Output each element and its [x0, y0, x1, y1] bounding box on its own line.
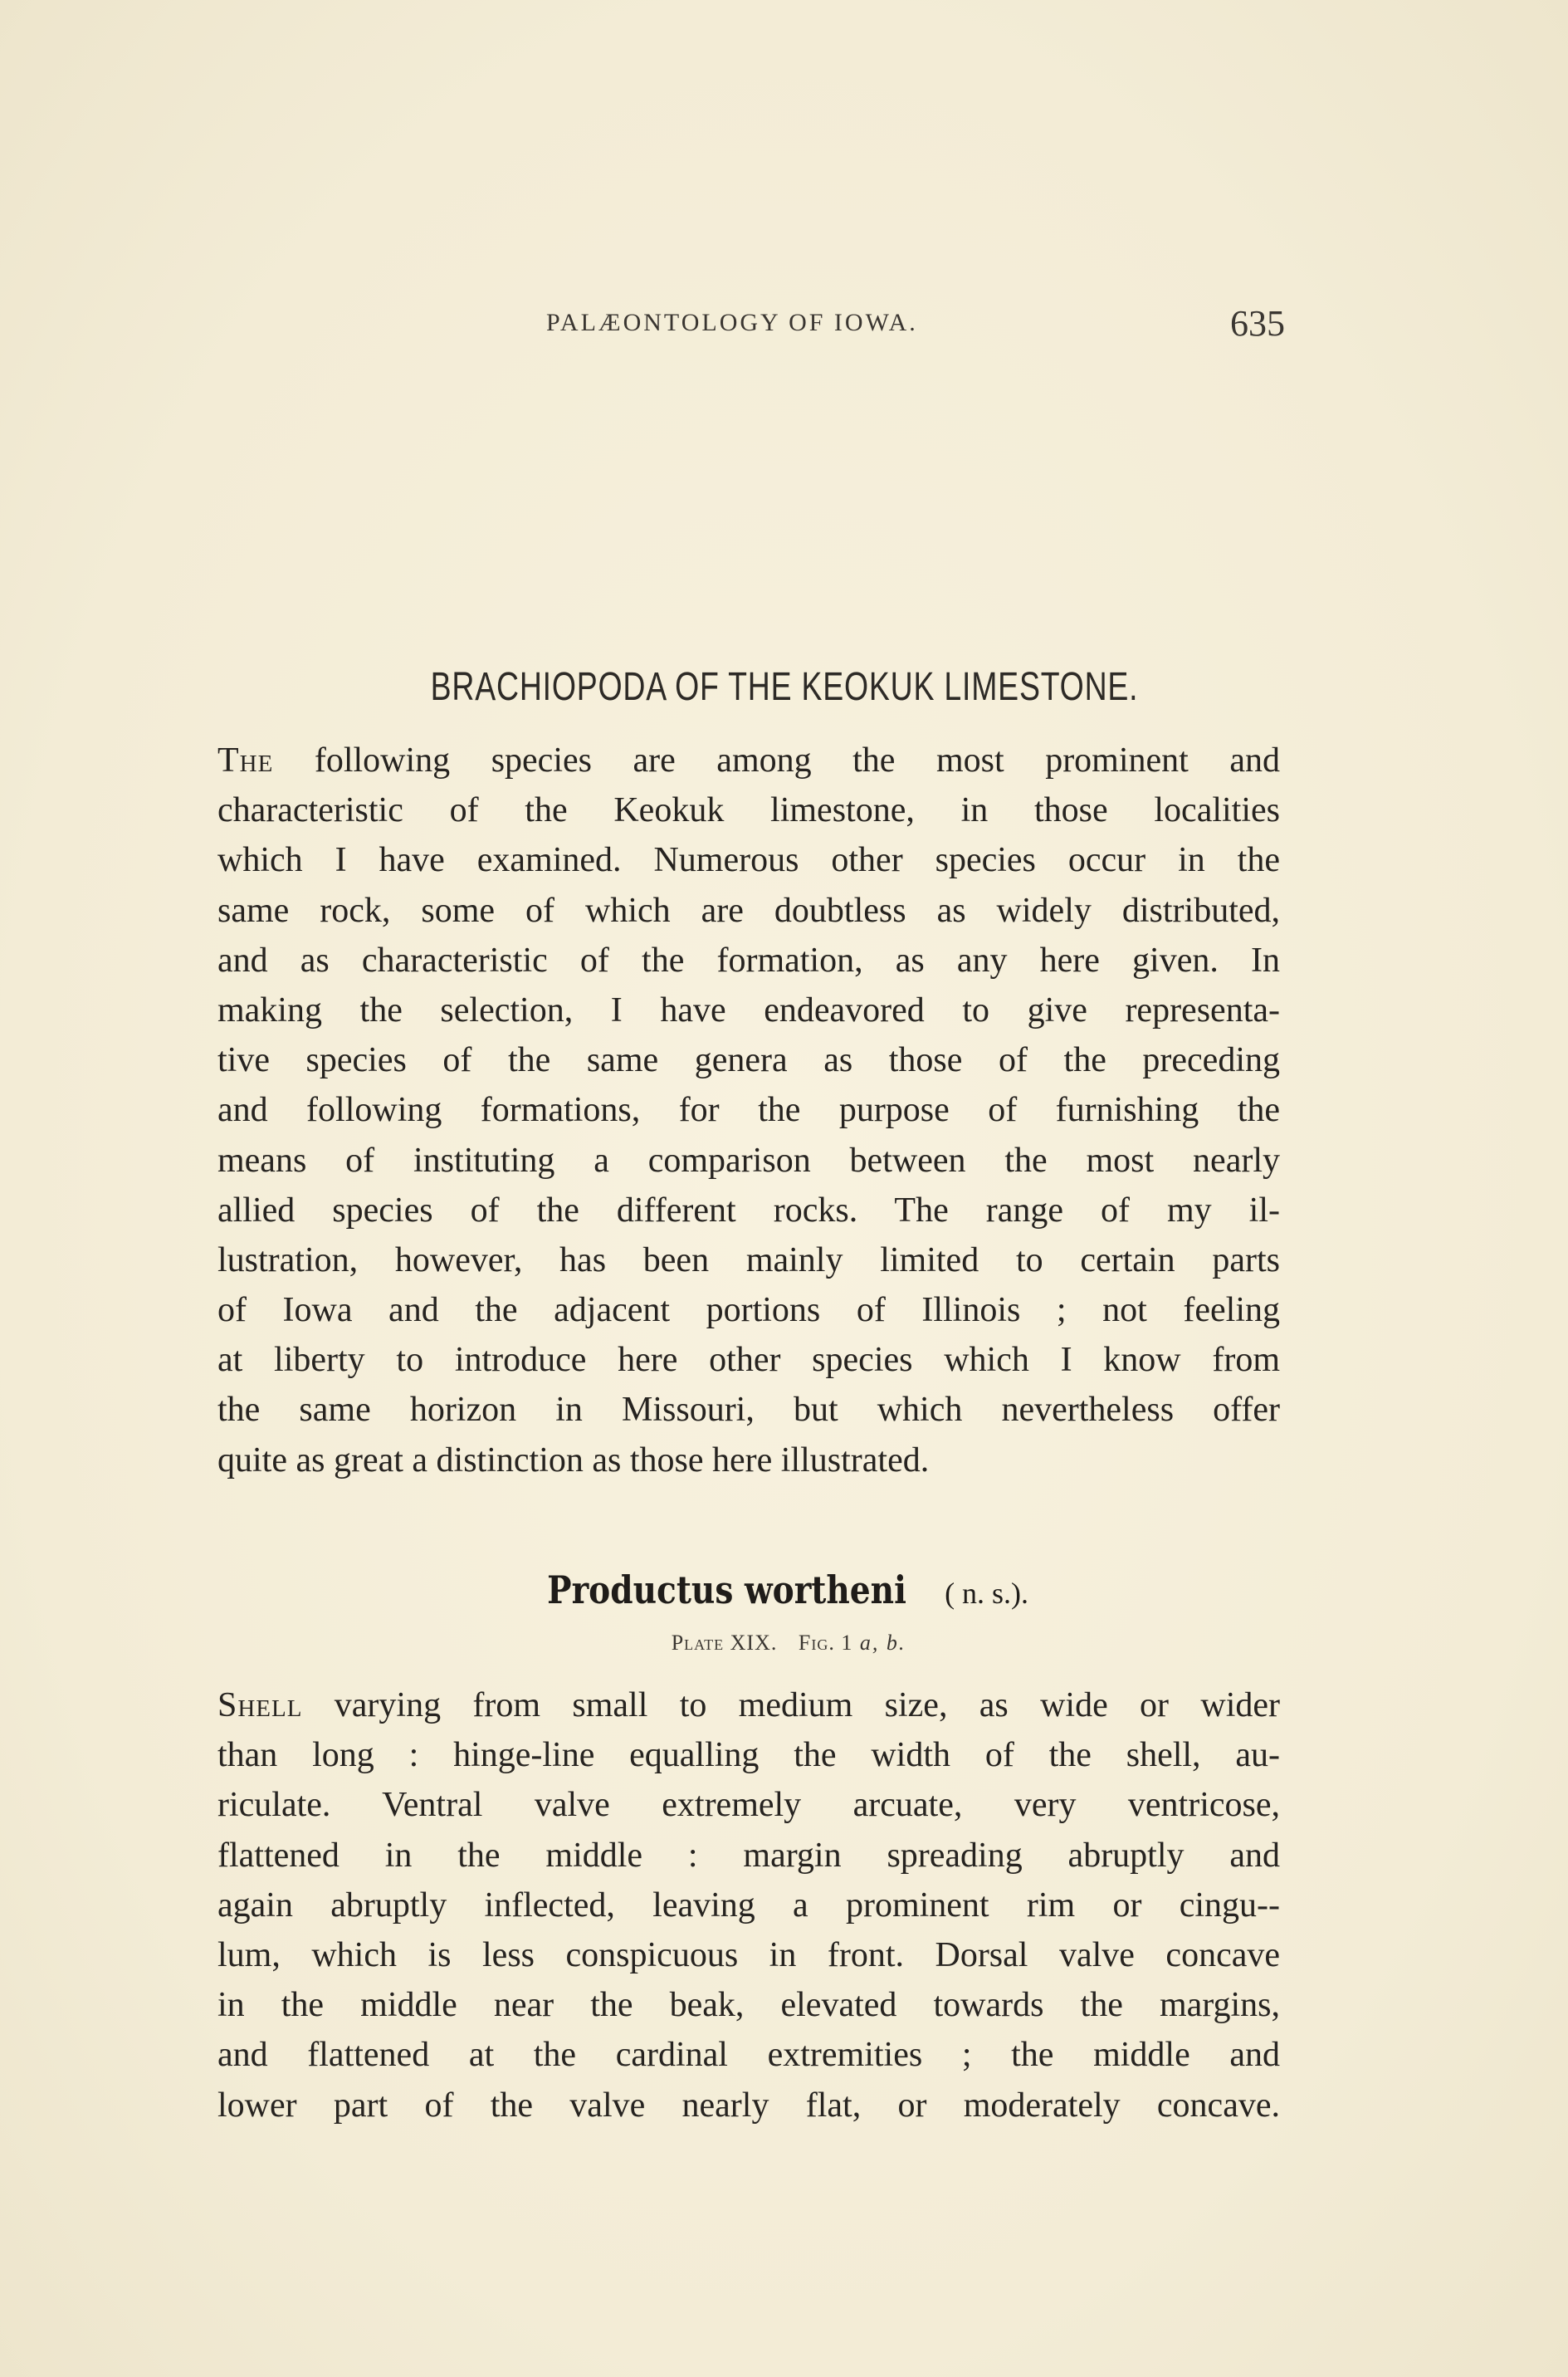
figure-label: Fig. 1: [798, 1631, 853, 1655]
paragraph-line: tive species of the same genera as those of the preceding: [217, 1041, 1280, 1080]
figure-letters: a, b.: [859, 1631, 906, 1655]
species-heading: [481, 1568, 1062, 1612]
drop-word: Shell: [217, 1686, 303, 1724]
paragraph-line: than long : hinge-line equalling the width of the shell, au-: [217, 1736, 1280, 1775]
paragraph-line: and following formations, for the purpose of furnishing the: [217, 1091, 1280, 1130]
intro-paragraph: [217, 736, 1280, 1485]
paragraph-line: same rock, some of which are doubtless as widely distributed,: [217, 891, 1280, 930]
running-title: PALÆONTOLOGY OF IOWA.: [546, 309, 918, 336]
paragraph-line: the same horizon in Missouri, but which nevertheless offer: [217, 1391, 1280, 1430]
paragraph-line: of Iowa and the adjacent portions of Illinois ; not feeling: [217, 1291, 1280, 1330]
paragraph-line: lum, which is less conspicuous in front. Dorsal valve concave: [217, 1935, 1280, 1974]
page-number: 635: [1230, 303, 1285, 344]
paragraph-line: and flattened at the cardinal extremities ; the middle and: [217, 2036, 1280, 2075]
plate-label: Plate XIX.: [671, 1631, 778, 1655]
paragraph-line: at liberty to introduce here other species which I know from: [217, 1341, 1280, 1380]
species-name: Productus wortheni: [547, 1568, 906, 1612]
plate-reference: [498, 1631, 1079, 1656]
species-description: [217, 1680, 1280, 2130]
paragraph-line: The following species are among the most prominent and: [217, 741, 1280, 780]
species-note: ( n. s.).: [945, 1577, 1029, 1610]
paragraph-line: which I have examined. Numerous other species occur in the: [217, 841, 1280, 880]
paragraph-line: quite as great a distinction as those here illustrated.: [217, 1440, 930, 1480]
paragraph-line: again abruptly inflected, leaving a prominent rim or cingu--: [217, 1885, 1280, 1925]
paragraph-line: means of instituting a comparison between the most nearly: [217, 1141, 1280, 1180]
drop-word: The: [217, 741, 274, 780]
paragraph-line: lustration, however, has been mainly limited to certain parts: [217, 1240, 1280, 1279]
paragraph-line: riculate. Ventral valve extremely arcuate, very ventricose,: [217, 1786, 1280, 1825]
paragraph-line: and as characteristic of the formation, as any here given. In: [217, 941, 1280, 980]
section-title: BRACHIOPODA OF THE KEOKUK LIMESTONE.: [430, 665, 1139, 709]
running-head: [546, 302, 1285, 352]
paragraph-line: allied species of the different rocks. The range of my il-: [217, 1191, 1280, 1230]
paragraph-line: in the middle near the beak, elevated towards the margins,: [217, 1986, 1280, 2025]
paragraph-line: flattened in the middle : margin spreading abruptly and: [217, 1836, 1280, 1875]
paragraph-line: Shell varying from small to medium size, as wide or wider: [217, 1686, 1280, 1724]
paragraph-line: characteristic of the Keokuk limestone, in those localities: [217, 791, 1280, 830]
paragraph-line: making the selection, I have endeavored to give representa-: [217, 990, 1280, 1030]
paragraph-line: lower part of the valve nearly flat, or moderately concave.: [217, 2086, 1280, 2125]
